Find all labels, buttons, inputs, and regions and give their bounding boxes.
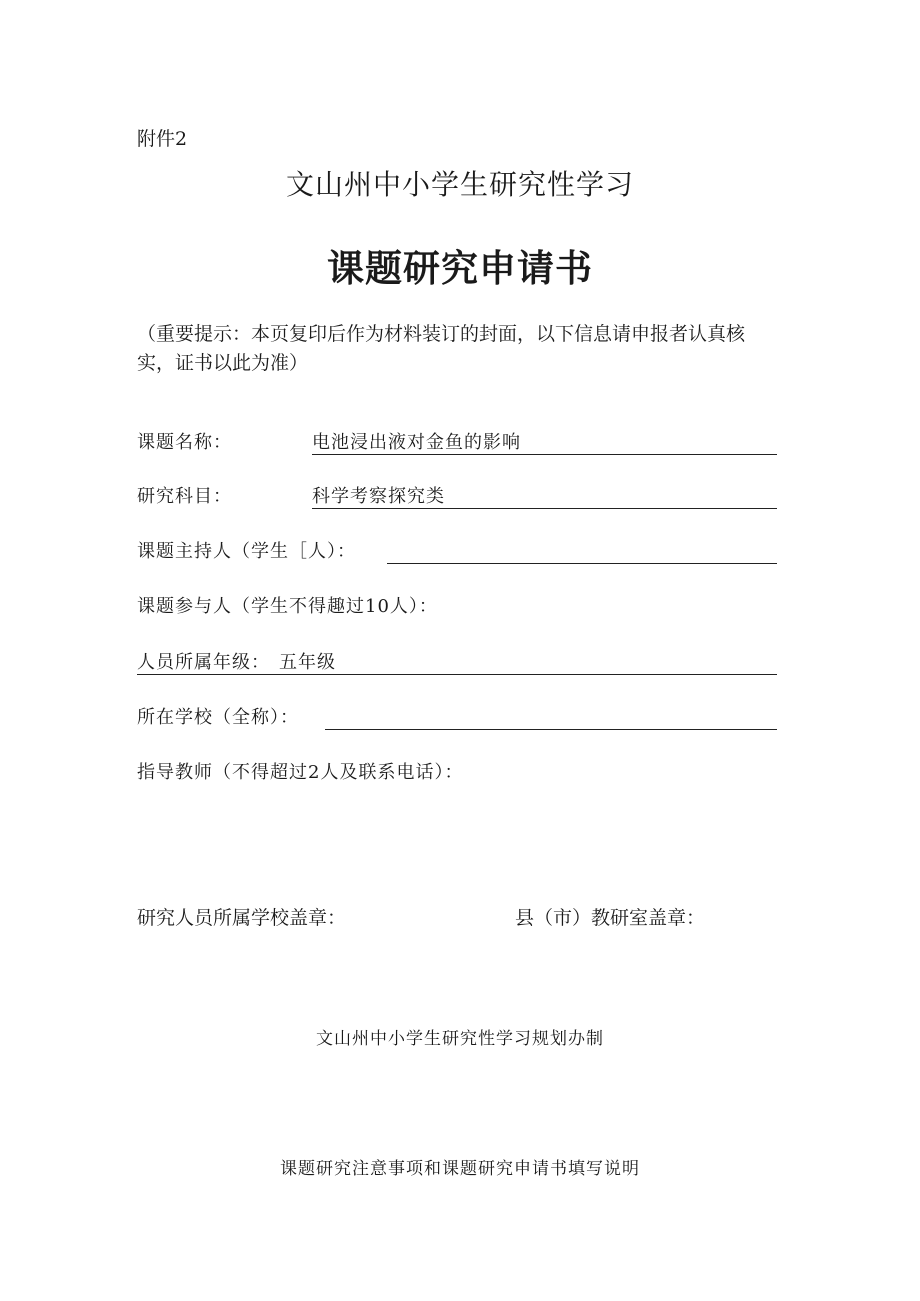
school-stamp-label: 研究人员所属学校盖章： bbox=[137, 907, 347, 929]
subject-label: 研究科目： bbox=[137, 486, 232, 507]
important-notice: （重要提示：本页复印后作为材料装订的封面，以下信息请申报者认真核实，证书以此为准） bbox=[137, 323, 746, 374]
subject-underline bbox=[312, 508, 777, 509]
topic-name-value[interactable]: 电池浸出液对金鱼的影响 bbox=[312, 432, 521, 453]
host-underline bbox=[387, 563, 777, 564]
section-heading: 课题研究注意事项和课题研究申请书填写说明 bbox=[280, 1159, 640, 1179]
school-label: 所在学校（全称）： bbox=[137, 707, 299, 728]
teacher-label: 指导教师（不得超过2人及联系电话）： bbox=[137, 762, 464, 783]
field-subject bbox=[137, 482, 777, 512]
field-host bbox=[137, 537, 777, 567]
school-underline bbox=[325, 729, 777, 730]
grade-underline bbox=[137, 674, 777, 675]
attachment-label: 附件2 bbox=[137, 128, 188, 150]
field-school bbox=[137, 703, 777, 733]
field-teacher bbox=[137, 758, 777, 788]
subject-value[interactable]: 科学考察探究类 bbox=[312, 486, 445, 507]
topic-name-label: 课题名称： bbox=[137, 432, 232, 453]
participants-label: 课题参与人（学生不得趣过10人）： bbox=[137, 596, 438, 617]
document-title: 文山州中小学生研究性学习 bbox=[285, 168, 634, 201]
county-stamp-label: 县（市）教研室盖章： bbox=[515, 907, 706, 929]
issuer-line: 文山州中小学生研究性学习规划办制 bbox=[316, 1029, 604, 1049]
document-subtitle: 课题研究申请书 bbox=[327, 247, 593, 290]
field-grade bbox=[137, 648, 777, 678]
field-participants bbox=[137, 592, 777, 622]
host-label: 课题主持人（学生［人）： bbox=[137, 541, 356, 562]
field-topic-name bbox=[137, 428, 777, 458]
grade-label: 人员所属年级： bbox=[137, 652, 270, 673]
topic-name-underline bbox=[312, 454, 777, 455]
grade-value[interactable]: 五年级 bbox=[279, 652, 336, 673]
